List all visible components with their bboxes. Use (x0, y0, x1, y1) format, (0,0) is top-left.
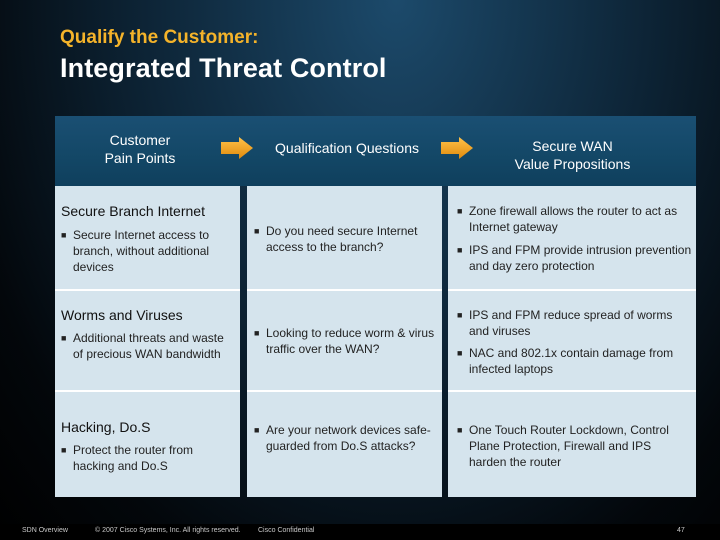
pain-point-item (61, 227, 236, 275)
square-bullet-icon: ■ (457, 245, 463, 255)
row-category-title: Worms and Viruses (61, 307, 183, 323)
row-divider (247, 390, 442, 392)
slide-subtitle: Qualify the Customer: (60, 27, 259, 48)
square-bullet-icon: ■ (61, 333, 67, 343)
question-item (254, 325, 439, 357)
square-bullet-icon: ■ (457, 206, 463, 216)
footer-confidential: Cisco Confidential (258, 527, 315, 534)
pain-point-item (61, 330, 236, 362)
slide-title: Integrated Threat Control (60, 53, 387, 83)
square-bullet-icon: ■ (457, 310, 463, 320)
row-category-title: Hacking, Do.S (61, 419, 151, 435)
footer-presentation-name: SDN Overview (22, 527, 68, 534)
value-text: One Touch Router Lockdown, Control Plane Protection, Firewall and IPS harden the router (469, 423, 669, 469)
pain-point-item (61, 442, 236, 474)
right-arrow-icon (221, 137, 253, 159)
row-category-title: Secure Branch Internet (61, 203, 205, 219)
question-text: Do you need secure Internet access to the branch? (266, 224, 418, 254)
value-text: IPS and FPM reduce spread of worms and viruses (469, 308, 673, 338)
square-bullet-icon: ■ (457, 348, 463, 358)
square-bullet-icon: ■ (61, 445, 67, 455)
column-header-value-propositions (490, 137, 655, 173)
square-bullet-icon: ■ (254, 425, 260, 435)
pain-point-text: Additional threats and waste of precious WAN bandwidth (73, 331, 224, 361)
column-header-pain-points (80, 131, 200, 167)
question-text: Looking to reduce worm & virus traffic over the WAN? (266, 326, 435, 356)
value-text: NAC and 802.1x contain damage from infected laptops (469, 346, 674, 376)
pain-point-text: Protect the router from hacking and Do.S (73, 443, 194, 473)
square-bullet-icon: ■ (254, 328, 260, 338)
value-item (457, 242, 693, 274)
value-item (457, 345, 693, 377)
value-item (457, 422, 687, 470)
column-header-value-propositions-text: Secure WAN Value Propositions (514, 138, 631, 172)
question-item (254, 422, 439, 454)
square-bullet-icon: ■ (457, 425, 463, 435)
value-text: Zone firewall allows the router to act as Internet gateway (469, 204, 678, 234)
value-item (457, 203, 693, 235)
page-number: 47 (677, 527, 685, 534)
row-divider (247, 289, 442, 291)
right-arrow-icon (441, 137, 473, 159)
row-divider (55, 390, 240, 392)
column-header-pain-points-text: Customer Pain Points (104, 132, 176, 166)
row-divider (448, 390, 696, 392)
value-text: IPS and FPM provide intrusion prevention and day zero protection (469, 243, 692, 273)
value-item (457, 307, 693, 339)
pain-point-text: Secure Internet access to branch, without additional devices (73, 228, 210, 274)
square-bullet-icon: ■ (254, 226, 260, 236)
column-header-qualification-questions: Qualification Questions (275, 140, 419, 156)
row-divider (55, 289, 240, 291)
square-bullet-icon: ■ (61, 230, 67, 240)
question-item (254, 223, 439, 255)
row-divider (448, 289, 696, 291)
question-text: Are your network devices safe-guarded from Do.S attacks? (266, 423, 431, 453)
footer-copyright: © 2007 Cisco Systems, Inc. All rights reserved. (95, 527, 241, 534)
